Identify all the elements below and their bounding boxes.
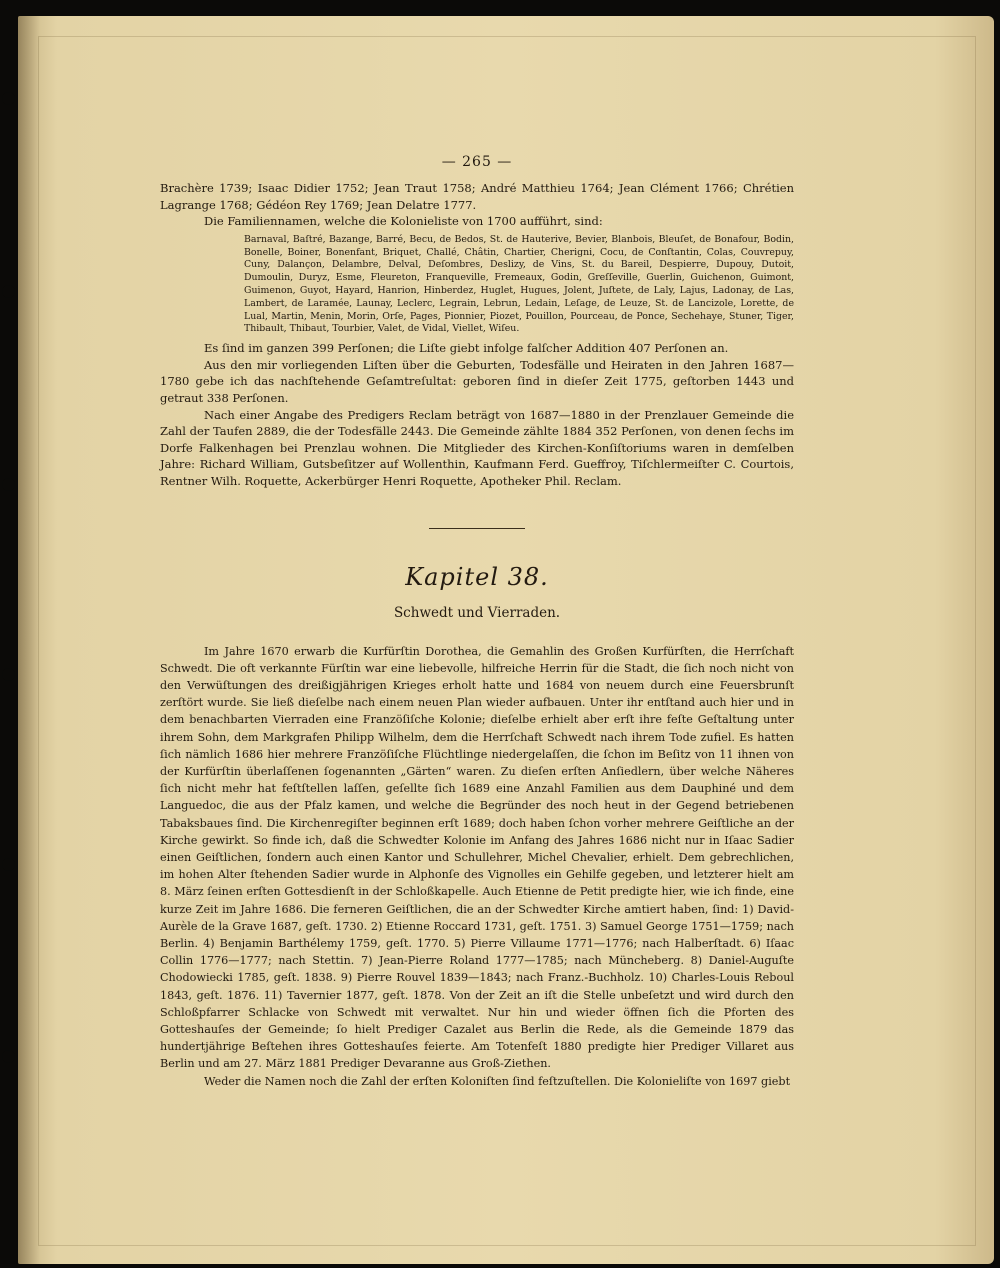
binding-hole: [2, 285, 15, 298]
closing-paragraph: Weder die Namen noch die Zahl der erſten Koloniſten ſind feſtzuſtellen. Die Kolonieliſte von 1697 giebt: [204, 1074, 791, 1088]
lists-paragraph: Aus den mir vorliegenden Liſten über die Geburten, Todesfälle und Heiraten in den Jahren 1687—1780 gebe ich das nachſtehende Geſamtreſultat: geboren ſind in dieſer Zeit 1775, geſtorben 1443 und getraut 338 Perſonen.: [160, 357, 794, 405]
page-fold-shadow: [18, 16, 40, 1264]
names-intro: Die Familiennamen, welche die Kolonieliste von 1700 aufführt, sind:: [204, 214, 603, 229]
chapter-paragraph: Im Jahre 1670 erwarb die Kurfürſtin Dorothea, die Gemahlin des Großen Kurfürſten, die Herrſchaft Schwedt. Die oft verkannte Fürſtin war eine liebevolle, hilfreiche Herrin für die Stadt, die ſich noch nicht von den Verwüſtungen des dreißigjährigen Krieges erholt hatte und 1684 von neuem durch eine Feuersbrunſt zerſtört wurde. Sie ließ dieſelbe nach einem neuen Plan wieder aufbauen. Unter ihr entſtand auch hier und in dem benachbarten Vierraden eine Franzöſiſche Kolonie; dieſelbe erhielt aber erſt ihre feſte Geſtaltung unter ihrem Sohn, dem Markgrafen Philipp Wilhelm, dem die Herrſchaft Schwedt nach ihrem Tode zufiel. Es hatten ſich nämlich 1686 hier mehrere Franzöſiſche Flüchtlinge niedergelaſſen, die ſchon im Beſitz von 11 ihnen von der Kurfürſtin überlaſſenen ſogenannten „Gärten“ waren. Zu dieſen erſten Anſiedlern, über welche Näheres ſich nicht mehr hat feſtſtellen laſſen, geſellte ſich 1689 eine Anzahl Familien aus dem Dauphiné und dem Languedoc, die aus der Pfalz kamen, und welche die Begründer des noch heut in der Gegend betriebenen Tabaksbaues ſind. Die Kirchenregiſter beginnen erſt 1689; doch haben ſchon vorher mehrere Geiſtliche an der Kirche gewirkt. So finde ich, daß die Schwedter Kolonie im Anfang des Jahres 1686 nicht nur in Iſaac Sadier einen Geiſtlichen, ſondern auch einen Kantor und Schullehrer, Michel Chevalier, erhielt. Dem gebrechlichen, im hohen Alter ſtehenden Sadier wurde in Alphonſe des Vignolles ein Gehilfe gegeben, und letzterer hielt am 8. März ſeinen erſten Gottesdienſt in der Schloßkapelle. Auch Etienne de Petit predigte hier, wie ich finde, eine kurze Zeit im Jahre 1686. Die ferneren Geiſtlichen, die an der Schwedter Kirche amtiert haben, ſind: 1) David-Aurèle de la Grave 1687, geſt. 1730. 2) Etienne Roccard 1731, geſt. 1751. 3) Samuel George 1751—1759; nach Berlin. 4) Benjamin Barthélemy 1759, geſt. 1770. 5) Pierre Villaume 1771—1776; nach Halberſtadt. 6) Iſaac Collin 1776—1777; nach Stettin. 7) Jean-Pierre Roland 1777—1785; nach Müncheberg. 8) Daniel-Auguſte Chodowiecki 1785, geſt. 1838. 9) Pierre Rouvel 1839—1843; nach Franz.-Buchholz. 10) Charles-Louis Reboul 1843, geſt. 1876. 11) Tavernier 1877, geſt. 1878. Von der Zeit an iſt die Stelle unbeſetzt und wird durch den Schloßpfarrer Schlacke von Schwedt mit verwaltet. Nur hin und wieder öffnen ſich die Pforten des Gotteshauſes der Gemeinde; ſo hielt Prediger Cazalet aus Berlin die Rede, als die Gemeinde 1879 das hundertjährige Beſtehen ihres Gotteshauſes feierte. Am Totenfeſt 1880 predigte hier Prediger Villaret aus Berlin und am 27. März 1881 Prediger Devaranne aus Groß-Ziethen.: [160, 644, 794, 1071]
family-names-list: Barnaval, Baſtré, Bazange, Barré, Becu, de Bedos, St. de Hauterive, Bevier, Blanbois, Bleuſet, de Bonafour, Bodin, Bonelle, Boiner, Bonenfant, Briquet, Challé, Châtin, Chartier, Cherigni, Cocu, de Conſtantin, Colas, Couvrepuy, Cuny, Dalançon, Delambre, Delval, Deſombres, Deslizy, de Vins, St. du Bareil, Despierre, Dupouy, Dutoit, Dumoulin, Duryz, Esme, Fleureton, Franqueville, Fremeaux, Godin, Greſſeville, Guerlin, Guichenon, Guimont, Guimenon, Guyot, Hayard, Hanrion, Hinberdez, Huglet, Hugues, Jolent, Juſtete, de Laly, Lajus, Ladonay, de Las, Lambert, de Laramée, Launay, Leclerc, Legrain, Lebrun, Ledain, Leſage, de Leuze, St. de Lancizole, Lorette, de Lual, Martin, Menin, Morin, Orſe, Pages, Pionnier, Piozet, Pouillon, Pourceau, de Ponce, Sechehaye, Stuner, Tiger, Thibault, Thibaut, Tourbier, Valet, de Vidal, Viellet, Wiſeu.: [244, 233, 794, 335]
section-divider: [429, 528, 525, 529]
chapter-subtitle: Schwedt und Vierraden.: [393, 604, 561, 621]
chapter-body: [160, 643, 794, 1090]
total-persons-paragraph: Es ſind im ganzen 399 Perſonen; die Liſte giebt infolge falſcher Addition 407 Perſonen an.: [204, 341, 729, 356]
continuation-paragraph: Brachère 1739; Isaac Didier 1752; Jean Traut 1758; André Matthieu 1764; Jean Clément 1766; Chrétien Lagrange 1768; Gédéon Rey 1769; Jean Delatre 1777.: [160, 181, 794, 212]
binding-hole: [2, 858, 15, 871]
binding-hole: [2, 478, 15, 491]
reclam-paragraph: Nach einer Angabe des Predigers Reclam beträgt von 1687—1880 in der Prenzlauer Gemeinde die Zahl der Taufen 2889, die der Todesfälle 2443. Die Gemeinde zählte 1884 352 Perſonen, von denen ſechs im Dorfe Falkenhagen bei Prenzlau wohnen. Die Mitglieder des Kirchen-Konſiſtoriums waren in demſelben Jahre: Richard William, Gutsbeſitzer auf Wollenthin, Kaufmann Ferd. Gueffroy, Tiſchlermeiſter C. Courtois, Rentner Wilh. Roquette, Ackerbürger Henri Roquette, Apotheker Phil. Reclam.: [160, 407, 794, 488]
binding-hole: [2, 668, 15, 681]
binding-hole: [2, 1050, 15, 1063]
page-number: — 265 —: [441, 154, 513, 170]
binding-hole: [2, 92, 15, 105]
chapter-title: Kapitel 38.: [405, 562, 549, 591]
page-content: [160, 154, 794, 1090]
